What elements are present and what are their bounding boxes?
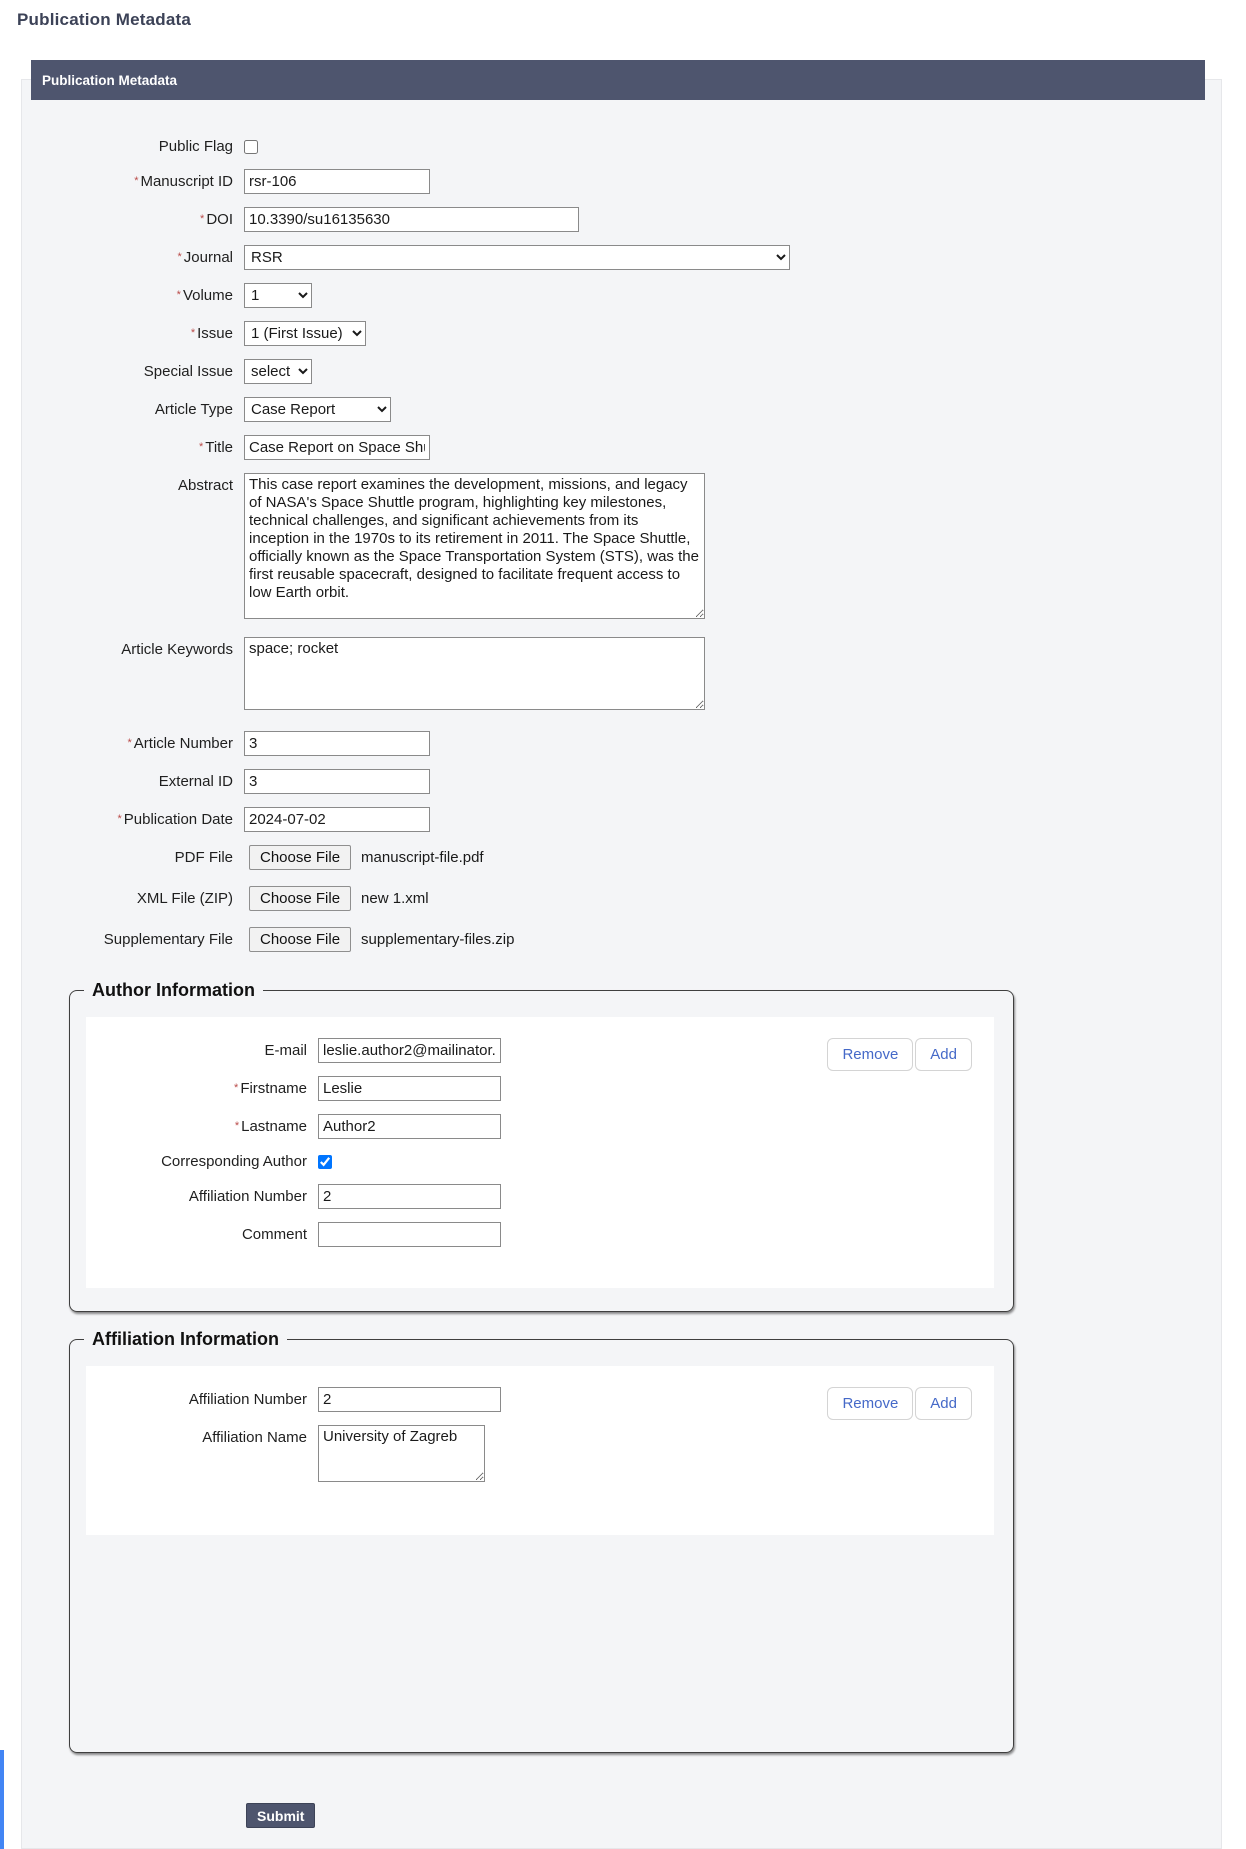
affiliation-remove-button[interactable]: Remove [827,1387,913,1420]
affiliation-actions [827,1387,972,1420]
required-asterisk: * [134,175,139,187]
article-keywords-textarea[interactable] [244,637,705,710]
field-row-author-comment [86,1222,994,1247]
special-issue-label: Special Issue [143,363,233,380]
affiliation-card [86,1366,994,1535]
field-row-affiliation-name [86,1425,994,1482]
affiliation-number-label: Affiliation Number [188,1391,307,1408]
article-type-label: Article Type [154,401,233,418]
title-label: * Title [198,439,233,456]
field-row-pdf-file [22,845,1221,870]
doi-label: * DOI [200,211,233,228]
supplementary-file-name: supplementary-files.zip [361,931,515,948]
field-row-author-lastname [86,1114,994,1139]
title-input[interactable] [244,435,430,460]
publication-date-input[interactable] [244,807,430,832]
field-row-corresponding-author [86,1152,994,1171]
external-id-input[interactable] [244,769,430,794]
abstract-label: Abstract [177,477,233,494]
required-asterisk: * [127,737,132,749]
panel-header-title: Publication Metadata [42,72,178,88]
pdf-file-control [249,845,484,870]
field-row-title [22,435,1221,460]
volume-select[interactable] [244,283,312,308]
volume-label: * Volume [176,287,233,304]
public-flag-label: Public Flag [158,138,233,155]
supplementary-file-control [249,927,514,952]
pdf-file-name: manuscript-file.pdf [361,849,484,866]
required-asterisk: * [198,441,204,453]
xml-file-control [249,886,429,911]
author-email-input[interactable] [318,1038,501,1063]
required-asterisk: * [234,1082,239,1094]
field-row-abstract [22,473,1221,619]
manuscript-id-label: * Manuscript ID [134,173,233,190]
article-keywords-label: Article Keywords [121,641,233,658]
publication-metadata-form [22,120,1221,952]
xml-file-name: new 1.xml [361,890,429,907]
field-row-supplementary-file [22,927,1221,952]
affiliation-information-legend: Affiliation Information [92,1329,279,1349]
field-row-xml-file [22,886,1221,911]
affiliation-name-textarea[interactable] [318,1425,485,1482]
required-asterisk: * [234,1120,240,1132]
corresponding-author-checkbox[interactable] [318,1155,332,1169]
author-remove-button[interactable]: Remove [827,1038,913,1071]
doi-input[interactable] [244,207,579,232]
affiliation-information-section [69,1329,1014,1753]
submit-button[interactable]: Submit [246,1803,315,1828]
submit-row [246,1803,1221,1828]
author-affiliation-number-label: Affiliation Number [188,1188,307,1205]
public-flag-checkbox[interactable] [244,140,258,154]
author-affiliation-number-input[interactable] [318,1184,501,1209]
external-id-label: External ID [158,773,233,790]
manuscript-id-input[interactable] [244,169,430,194]
field-row-article-type [22,397,1221,422]
supplementary-choose-file-button[interactable]: Choose File [249,927,351,952]
author-firstname-input[interactable] [318,1076,501,1101]
field-row-special-issue [22,359,1221,384]
panel-header [31,60,1205,100]
author-card [86,1017,994,1288]
author-firstname-label: * Firstname [234,1080,307,1097]
xml-file-label: XML File (ZIP) [136,890,233,907]
page-title: Publication Metadata [17,10,192,29]
field-row-volume [22,283,1221,308]
affiliation-number-input[interactable] [318,1387,501,1412]
field-row-journal [22,245,1221,270]
author-information-section [69,980,1014,1312]
author-comment-input[interactable] [318,1222,501,1247]
required-asterisk: * [190,327,196,339]
field-row-manuscript-id [22,169,1221,194]
article-number-label: * Article Number [127,735,233,752]
affiliation-name-label: Affiliation Name [202,1429,307,1446]
xml-choose-file-button[interactable]: Choose File [249,886,351,911]
journal-select[interactable] [244,245,790,270]
article-type-select[interactable] [244,397,391,422]
abstract-textarea[interactable] [244,473,705,619]
author-add-button[interactable]: Add [915,1038,972,1071]
pdf-choose-file-button[interactable]: Choose File [249,845,351,870]
field-row-author-affiliation-number [86,1184,994,1209]
journal-label: * Journal [177,249,233,266]
field-row-author-firstname [86,1076,994,1101]
issue-label: * Issue [190,325,233,342]
supplementary-file-label: Supplementary File [103,931,233,948]
required-asterisk: * [117,813,122,825]
field-row-doi [22,207,1221,232]
field-row-article-number [22,731,1221,756]
left-edge-blue-strip [0,1750,4,1849]
corresponding-author-label: Corresponding Author [161,1153,307,1170]
author-lastname-label: * Lastname [234,1118,307,1135]
pdf-file-label: PDF File [174,849,233,866]
author-information-legend: Author Information [92,980,255,1000]
field-row-issue [22,321,1221,346]
author-actions [827,1038,972,1071]
required-asterisk: * [177,251,182,263]
publication-date-label: * Publication Date [117,811,233,828]
author-lastname-input[interactable] [318,1114,501,1139]
field-row-external-id [22,769,1221,794]
publication-metadata-panel [21,72,1222,1849]
author-email-label: E-mail [264,1042,307,1059]
article-number-input[interactable] [244,731,430,756]
affiliation-add-button[interactable]: Add [915,1387,972,1420]
author-comment-label: Comment [241,1226,307,1243]
field-row-public-flag [22,137,1221,156]
issue-select[interactable] [244,321,366,346]
required-asterisk: * [176,289,181,301]
required-asterisk: * [200,213,205,225]
special-issue-select[interactable] [244,359,312,384]
field-row-publication-date [22,807,1221,832]
field-row-keywords [22,637,1221,710]
